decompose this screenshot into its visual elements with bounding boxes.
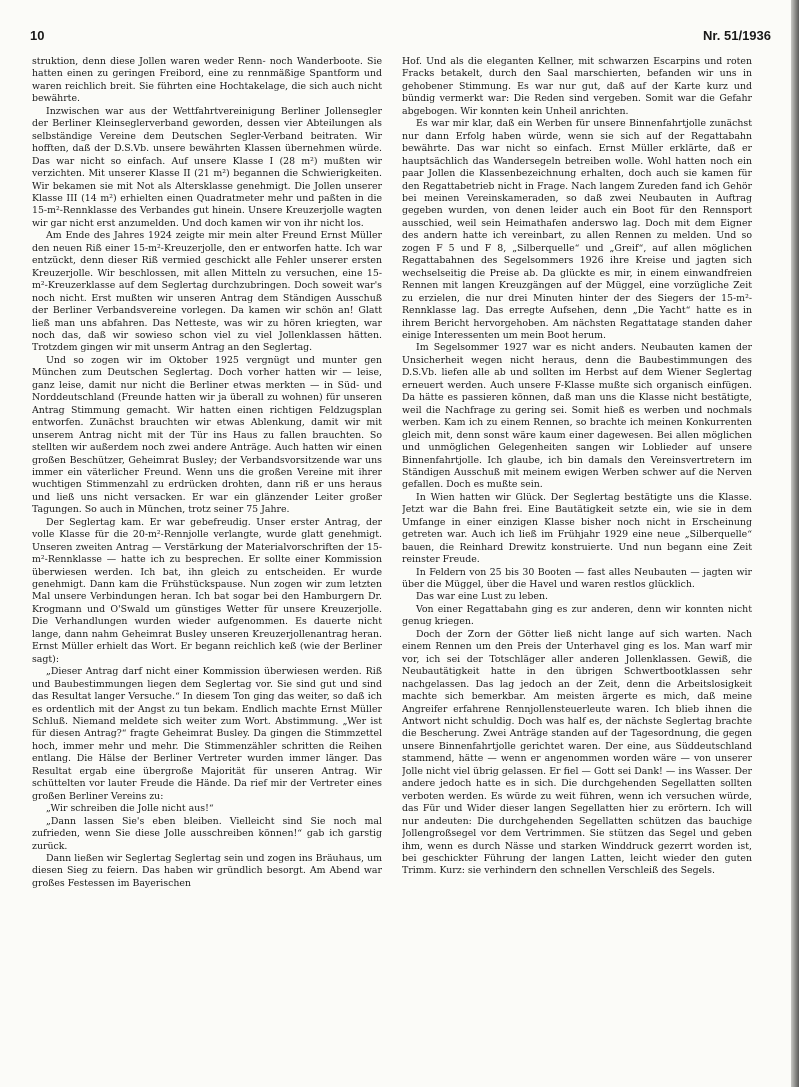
page-header — [30, 28, 771, 50]
left-column — [32, 56, 382, 1071]
paragraph: Das war eine Lust zu leben. — [416, 591, 548, 603]
paragraph: Dann ließen wir Seglertag Seglertag sein und zogen ins Bräuhaus, um diesen Sieg zu feiern. Das haben wir gründlich besorgt. Am Abend war großes Festessen im Bayerischen — [32, 853, 382, 889]
paragraph: Im Segelsommer 1927 war es nicht anders. Neubauten kamen der Unsicherheit wegen nicht heraus, denn die Baubestimmungen des D.S.Vb. liefen alle ab und sollten im Herbst auf dem Wiener Seglertag erneuert werden. Auch unsere F-Klasse mußte sich organisch einfügen. Da hätte es passieren können, daß man uns die Klasse nicht bestätigte, weil die Nachfrage zu gering sei. Somit hieß es werben und nochmals werben. Kam ich zu einem Rennen, so brachte ich meinen Konkurrenten gleich mit, denn sonst wäre kaum einer dagewesen. Bei allen möglichen und unmöglichen Gelegenheiten sangen wir Loblieder auf unsere Binnenfahrtjolle. Ich glaube, ich bin damals den Vereinsvertretern im Ständigen Ausschuß mit meinem ewigen Werben schwer auf die Nerven gefallen. Doch es mußte sein. — [402, 342, 752, 491]
right-column — [402, 56, 752, 1071]
paragraph: Inzwischen war aus der Wettfahrtvereinigung Berliner Jollensegler der Berliner Kleinseglerverband geworden, dessen vier Abteilungen als selbständige Vereine dem Deutschen Segler-Verband beitraten. Wir hofften, daß der D.S.Vb. unsere bewährten Klassen übernehmen würde. Das war nicht so einfach. Auf unsere Klasse I (28 m²) mußten wir verzichten. Mit unserer Klasse II (21 m²) begannen die Schwierigkeiten. Wir bekamen sie mit Not als Altersklasse genehmigt. Die Jollen unserer Klasse III (14 m²) erhielten einen Quadratmeter mehr und paßten in die 15-m²-Rennklasse des Verbandes gut hinein. Unsere Kreuzerjolle wagten wir gar nicht erst anzumelden. Und doch kamen wir von ihr nicht los. — [32, 105, 382, 229]
paragraph: Von einer Regattabahn ging es zur anderen, denn wir konnten nicht genug kriegen. — [402, 603, 752, 628]
paragraph: Es war mir klar, daß ein Werben für unsere Binnenfahrtjolle zunächst nur dann Erfolg haben würde, wenn sie sich auf der Regattabahn bewährte. Das war nicht so einfach. Ernst Müller erklärte, daß er hauptsächlich das Wandersegeln betreiben wolle. Wohl hatten noch ein paar Jollen die Klassenbezeichnung erhalten, doch auch sie kamen für den Regattabetrieb nicht in Frage. Nach langem Zureden fand ich Gehör bei meinen Vereinskameraden, so daß zwei Neubauten in Auftrag gegeben wurden, von denen leider auch ein Boot für den Rennsport ausschied, weil sein Heimathafen anderswo lag. Doch mit dem Eigner des andern hatte ich vereinbart, zu allen Rennen zu melden. Und so zogen F 5 und F 8, „Silberquelle“ und „Greif“, auf allen möglichen Regattabahnen des Segelsommers 1926 ihre Kreise und jagten sich wechselseitig die Preise ab. Da glückte es mir, in einem einwandfreien Rennen mit langen Kreuzgängen auf der Müggel, eine vorzügliche Zeit zu erzielen, die nur drei Minuten hinter der des Siegers der 15-m²-Rennklasse lag. Das erregte Aufsehen, denn „Die Yacht“ hatte es in ihrem Bericht hervorgehoben. Am nächsten Regattatage standen daher einige Interessenten um mein Boot herum. — [402, 118, 752, 341]
scan-edge-shadow — [791, 0, 799, 1087]
paragraph: struktion, denn diese Jollen waren weder Renn- noch Wanderboote. Sie hatten einen zu geringen Freibord, eine zu rennmäßige Spantform und waren reichlich breit. Sie führten eine Hochtakelage, die sich auch nicht bewährte. — [32, 56, 382, 105]
paragraph: In Feldern von 25 bis 30 Booten — fast alles Neubauten — jagten wir über die Müggel, über die Havel und waren restlos glücklich. — [402, 566, 752, 591]
paragraph: „Dann lassen Sie's eben bleiben. Vielleicht sind Sie noch mal zufrieden, wenn Sie diese Jolle ausschreiben können!“ gab ich garstig zurück. — [32, 815, 382, 852]
paragraph: In Wien hatten wir Glück. Der Seglertag bestätigte uns die Klasse. Jetzt war die Bahn frei. Eine Bautätigkeit setzte ein, wie sie in dem Umfange in einer einzigen Klasse bisher noch nicht in Erscheinung getreten war. Auch ich ließ im Frühjahr 1929 eine neue „Silberquelle“ bauen, die Reinhard Drewitz konstruierte. Und nun begann eine Zeit reinster Freude. — [402, 491, 752, 566]
issue-label: Nr. 51/1936 — [703, 28, 771, 43]
paragraph: Am Ende des Jahres 1924 zeigte mir mein alter Freund Ernst Müller den neuen Riß einer 15-m²-Kreuzerjolle, den er entworfen hatte. Ich war entzückt, denn dieser Riß vermied geschickt alle Fehler unserer ersten Kreuzerjolle. Wir beschlossen, mit allen Mitteln zu versuchen, eine 15-m²-Kreuzerklasse auf dem Seglertag durchzubringen. Doch soweit war's noch nicht. Erst mußten wir unseren Antrag dem Ständigen Ausschuß der Berliner Verbandsvereine vorlegen. Da kamen wir schön an! Glatt ließ man uns abfahren. Das Netteste, was wir zu hören kriegten, war noch das, daß wir sowieso schon viel zu viel Jollenklassen hätten. Trotzdem gingen wir mit unserm Antrag an den Seglertag. — [32, 230, 382, 354]
paragraph: Hof. Und als die eleganten Kellner, mit schwarzen Escarpins und roten Fracks betakelt, durch den Saal marschierten, befanden wir uns in gehobener Stimmung. Es war nur gut, daß auf der Karte kurz und bündig vermerkt war: Die Reden sind vergeben. Somit war die Gefahr abgebogen. Wir konnten kein Unheil anrichten. — [402, 56, 752, 117]
paragraph: „Dieser Antrag darf nicht einer Kommission überwiesen werden. Riß und Baubestimmungen liegen dem Seglertag vor. Sie sind gut und sind das Resultat langer Versuche.“ In diesem Ton ging das weiter, so daß ich es ordentlich mit der Angst zu tun bekam. Endlich machte Ernst Müller Schluß. Niemand meldete sich weiter zum Wort. Abstimmung. „Wer ist für diesen Antrag?“ fragte Geheimrat Busley. Da gingen die Stimmzettel hoch, immer mehr und mehr. Die Stimmenzähler schritten die Reihen entlang. Die Hälse der Berliner Vertreter wurden immer länger. Das Resultat ergab eine übergroße Majorität für unseren Antrag. Wir schüttelten vor lauter Freude die Hände. Da rief mir der Vertreter eines großen Berliner Vereins zu: — [32, 666, 382, 802]
paragraph: Doch der Zorn der Götter ließ nicht lange auf sich warten. Nach einem Rennen um den Preis der Unterhavel ging es los. Man warf mir vor, ich sei der Totschläger aller anderen Jollenklassen. Gewiß, die Neubautätigkeit hatte in den übrigen Schwertbootklassen sehr nachgelassen. Das lag jedoch an der Zeit, denn die Arbeitslosigkeit machte sich bemerkbar. Am meisten ärgerte es mich, daß meine Angreifer erfahrene Rennjollensteuerleute waren. Ich blieb ihnen die Antwort nicht schuldig. Doch was half es, der nächste Seglertag brachte die Bescherung. Zwei Anträge standen auf der Tagesordnung, die gegen unsere Binnenfahrtjolle gerichtet waren. Der eine, aus Süddeutschland stammend, hätte — wenn er angenommen worden wäre — von unserer Jolle nicht viel übrig gelassen. Er fiel — Gott sei Dank! — ins Wasser. Der andere jedoch hatte es in sich. Die durchgehenden Segellatten sollten verboten werden. Es würde zu weit führen, wenn ich versuchen würde, das Für und Wider dieser langen Segellatten hier zu erörtern. Ich will nur andeuten: Die durchgehenden Segellatten schützen das bauchige Jollengroßsegel vor dem Vertrimmen. Sie stützen das Segel und geben ihm, wenn es durch Nässe und starken Winddruck gezerrt worden ist, bei geschickter Führung der langen Latten, leicht wieder den guten Trimm. Kurz: sie verhindern den schnellen Verschleiß des Segels. — [402, 628, 752, 877]
paragraph: „Wir schreiben die Jolle nicht aus!“ — [46, 803, 214, 815]
paragraph: Und so zogen wir im Oktober 1925 vergnügt und munter gen München zum Deutschen Seglertag. Doch vorher hatten wir — leise, ganz leise, damit nur nicht die Berliner etwas merkten — in Süd- und Norddeutschland (Freunde hatten wir ja überall zu wohnen) für unseren Antrag Stimmung gemacht. Wir hatten einen richtigen Feldzugsplan entworfen. Zunächst brauchten wir etwas Ablenkung, damit wir mit unserem Antrag nicht mit der Tür ins Haus zu fallen brauchten. So stellten wir außerdem noch zwei andere Anträge. Auch hatten wir einen großen Beschützer, Geheimrat Busley; der Verbandsvorsitzende war uns immer ein väterlicher Freund. Wenn uns die großen Vereine mit ihrer wuchtigen Stimmenzahl zu erdrücken drohten, dann riß er uns heraus und ließ uns nicht versacken. Er war ein glänzender Leiter großer Tagungen. So auch in München, trotz seiner 75 Jahre. — [32, 354, 382, 516]
paragraph: Der Seglertag kam. Er war gebefreudig. Unser erster Antrag, der volle Klasse für die 20-m²-Rennjolle verlangte, wurde glatt genehmigt. Unseren zweiten Antrag — Verstärkung der Materialvorschriften der 15-m²-Rennklasse — hatte ich zu besprechen. Er sollte einer Kommission überwiesen werden. Ich bat, ihn gleich zu entscheiden. Er wurde genehmigt. Dann kam die Frühstückspause. Nun zogen wir zum letzten Mal unsere Verbindungen heran. Ich bat sogar bei den Hamburgern Dr. Krogmann und O'Swald um günstiges Wetter für unsere Kreuzerjolle. Die Verhandlungen wurden wieder aufgenommen. Es dauerte nicht lange, dann nahm Geheimrat Busley unseren Kreuzerjollenantrag heran. Ernst Müller erhielt das Wort. Er begann reichlich keß (wie der Berliner sagt): — [32, 516, 382, 665]
page-number: 10 — [30, 28, 45, 43]
